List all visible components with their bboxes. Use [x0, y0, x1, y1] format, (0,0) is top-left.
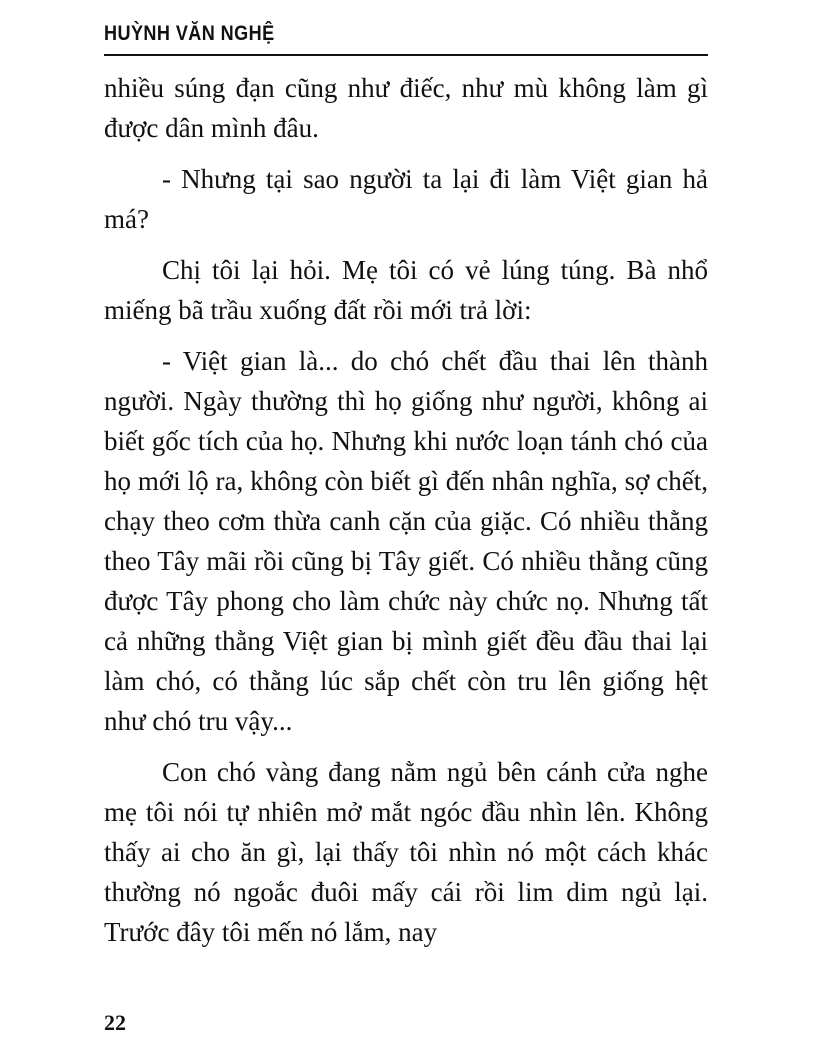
- page-body: [104, 68, 708, 963]
- header-author: HUỲNH VĂN NGHỆ: [104, 22, 275, 45]
- paragraph-2: - Nhưng tại sao người ta lại đi làm Việt gian hả má?: [104, 164, 708, 234]
- paragraph-5: Con chó vàng đang nằm ngủ bên cánh cửa nghe mẹ tôi nói tự nhiên mở mắt ngóc đầu nhìn lên. Không thấy ai cho ăn gì, lại thấy tôi nhìn nó một cách khác thường nó ngoắc đuôi mấy cái rồi lim dim ngủ lại. Trước đây tôi mến nó lắm, nay: [104, 757, 708, 947]
- page-number: 22: [104, 1010, 126, 1035]
- paragraph-1: nhiều súng đạn cũng như điếc, như mù không làm gì được dân mình đâu.: [104, 73, 708, 143]
- paragraph-3: Chị tôi lại hỏi. Mẹ tôi có vẻ lúng túng. Bà nhổ miếng bã trầu xuống đất rồi mới trả lời:: [104, 255, 708, 325]
- running-header: [104, 20, 708, 56]
- paragraph-4: - Việt gian là... do chó chết đầu thai lên thành người. Ngày thường thì họ giống như người, không ai biết gốc tích của họ. Nhưng khi nước loạn tánh chó của họ mới lộ ra, không còn biết gì đến nhân nghĩa, sợ chết, chạy theo cơm thừa canh cặn của giặc. Có nhiều thằng theo Tây mãi rồi cũng bị Tây giết. Có nhiều thằng cũng được Tây phong cho làm chức này chức nọ. Nhưng tất cả những thằng Việt gian bị mình giết đều đầu thai lại làm chó, có thằng lúc sắp chết còn tru lên giống hệt như chó tru vậy...: [104, 346, 708, 736]
